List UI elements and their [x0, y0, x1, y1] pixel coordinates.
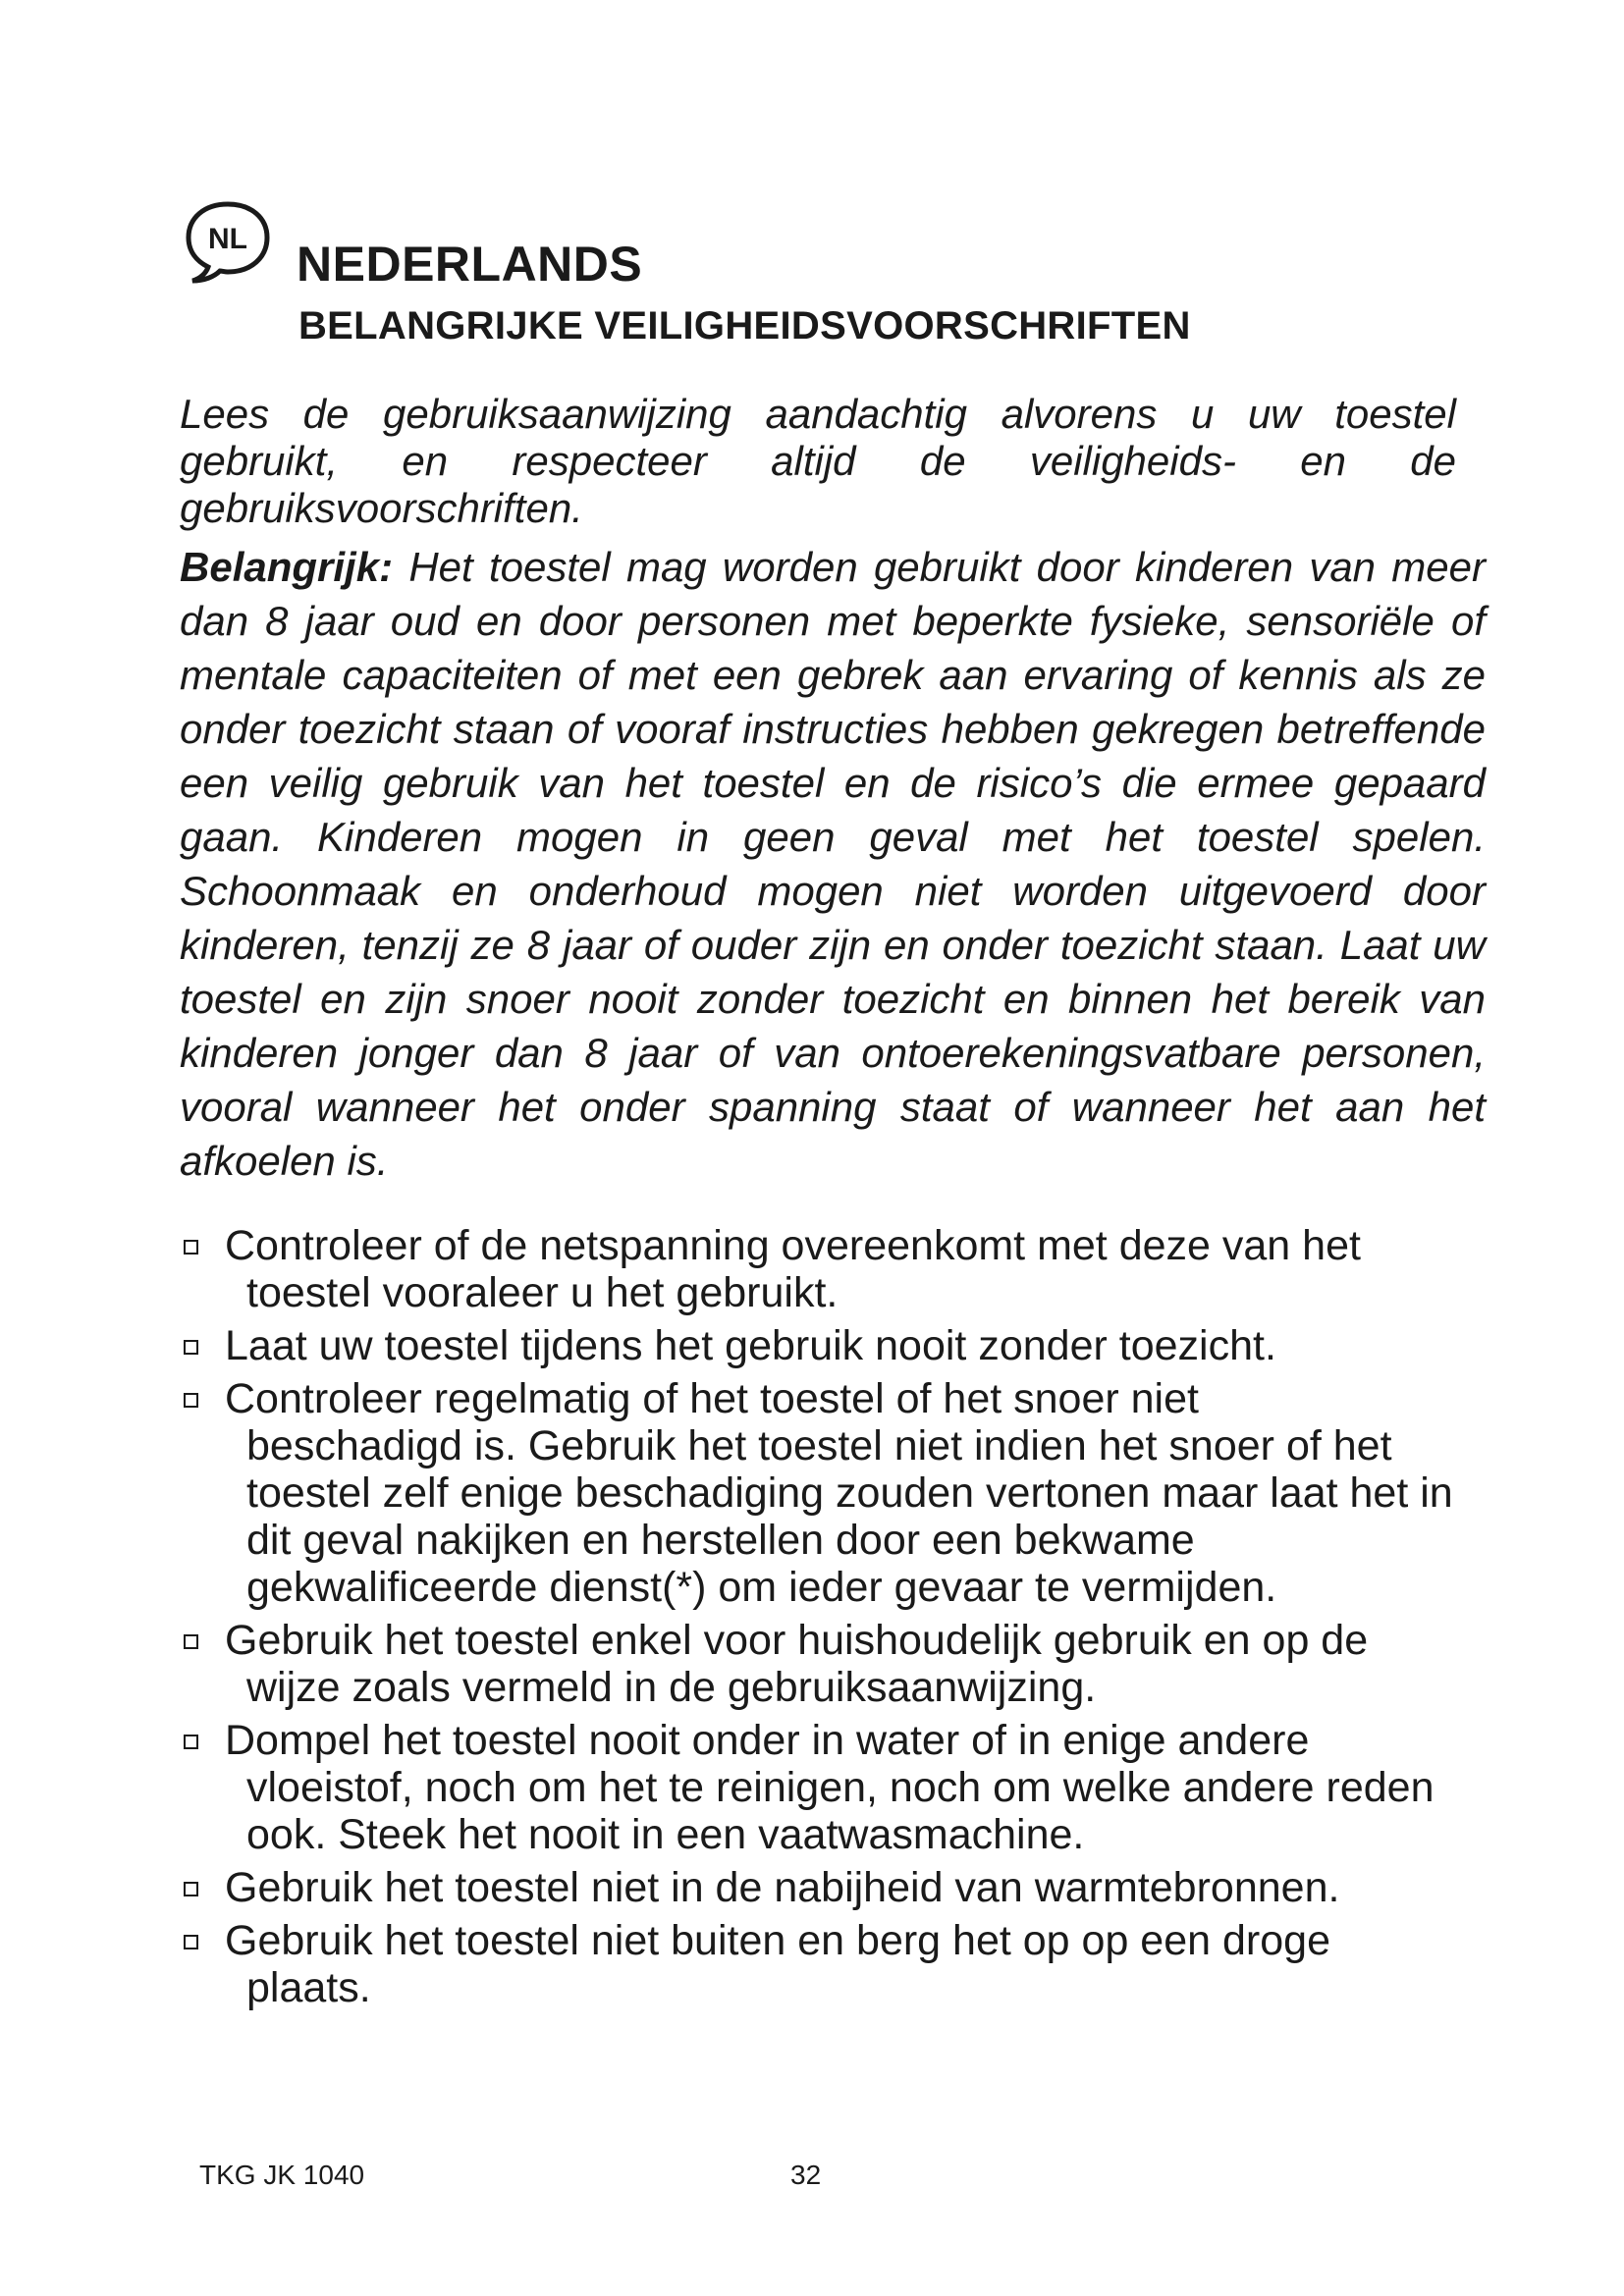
list-item — [180, 1322, 1456, 1369]
list-item — [180, 1617, 1456, 1711]
list-item — [180, 1917, 1456, 2011]
rule-text-continued: wijze zoals vermeld in de gebruiksaanwijzing. — [246, 1664, 1097, 1711]
rule-text: Controleer of de netspanning overeenkomt met deze van het — [225, 1222, 1361, 1269]
language-badge-icon — [179, 196, 277, 285]
rule-text: Gebruik het toestel niet in de nabijheid van warmtebronnen. — [225, 1864, 1340, 1911]
rule-text: Gebruik het toestel enkel voor huishoudelijk gebruik en op de — [225, 1617, 1369, 1664]
safety-title: BELANGRIJKE VEILIGHEIDSVOORSCHRIFTEN — [298, 304, 1191, 347]
rule-text-continued: toestel vooraleer u het gebruikt. — [246, 1269, 839, 1316]
important-text: Het toestel mag worden gebruikt door kinderen van meer dan 8 jaar oud en door personen met beperkte fysieke, sensoriële of mentale capaciteiten of met een gebrek aan ervaring of kennis als ze onder toezicht staan of vooraf instructies hebben gekregen betreffende een veilig gebruik van het toestel en de risico’s die ermee gepaard gaan. Kinderen mogen in geen geval met het toestel spelen. Schoonmaak en onderhoud mogen niet worden uitgevoerd door kinderen, tenzij ze 8 jaar of ouder zijn en onder toezicht staan. Laat uw toestel en zijn snoer nooit zonder toezicht en binnen het bereik van kinderen jonger dan 8 jaar of van ontoerekeningsvatbare personen, vooral wanneer het onder spanning staat of wanneer het aan het afkoelen is. — [180, 544, 1486, 1184]
safety-rules-list — [180, 1222, 1456, 2017]
checkbox-bullet-icon — [184, 1340, 198, 1355]
checkbox-bullet-icon — [184, 1735, 198, 1749]
language-heading: NEDERLANDS — [297, 237, 643, 292]
list-item — [180, 1375, 1456, 1611]
important-paragraph — [180, 540, 1486, 1188]
rule-text-continued: beschadigd is. Gebruik het toestel niet indien het snoer of het toestel zelf enige beschadiging zouden vertonen maar laat het in dit geval nakijken en herstellen door een bekwame gekwalificeerde dienst(*) om ieder gevaar te vermijden. — [246, 1422, 1453, 1611]
checkbox-bullet-icon — [184, 1935, 198, 1949]
rule-text: Dompel het toestel nooit onder in water of in enige andere — [225, 1717, 1310, 1764]
list-item — [180, 1864, 1456, 1911]
rule-text: Laat uw toestel tijdens het gebruik nooit zonder toezicht. — [225, 1322, 1276, 1369]
checkbox-bullet-icon — [184, 1634, 198, 1649]
list-item — [180, 1717, 1456, 1858]
checkbox-bullet-icon — [184, 1393, 198, 1408]
rule-text-continued: vloeistof, noch om het te reinigen, noch om welke andere reden ook. Steek het nooit in een vaatwasmachine. — [246, 1764, 1435, 1858]
page-number: 32 — [790, 2160, 822, 2190]
rule-text-continued: plaats. — [246, 1964, 371, 2011]
list-item — [180, 1222, 1456, 1316]
language-code: NL — [208, 223, 247, 255]
important-label: Belangrijk: — [180, 544, 394, 590]
rule-text: Gebruik het toestel niet buiten en berg het op op een droge — [225, 1917, 1330, 1964]
checkbox-bullet-icon — [184, 1240, 198, 1255]
footer-model: TKG JK 1040 — [199, 2160, 365, 2190]
intro-paragraph: Lees de gebruiksaanwijzing aandachtig alvorens u uw toestel gebruikt, en respecteer altijd de veiligheids- en de gebruiksvoorschriften. — [180, 391, 1456, 531]
rule-text: Controleer regelmatig of het toestel of het snoer niet — [225, 1375, 1199, 1422]
checkbox-bullet-icon — [184, 1882, 198, 1896]
